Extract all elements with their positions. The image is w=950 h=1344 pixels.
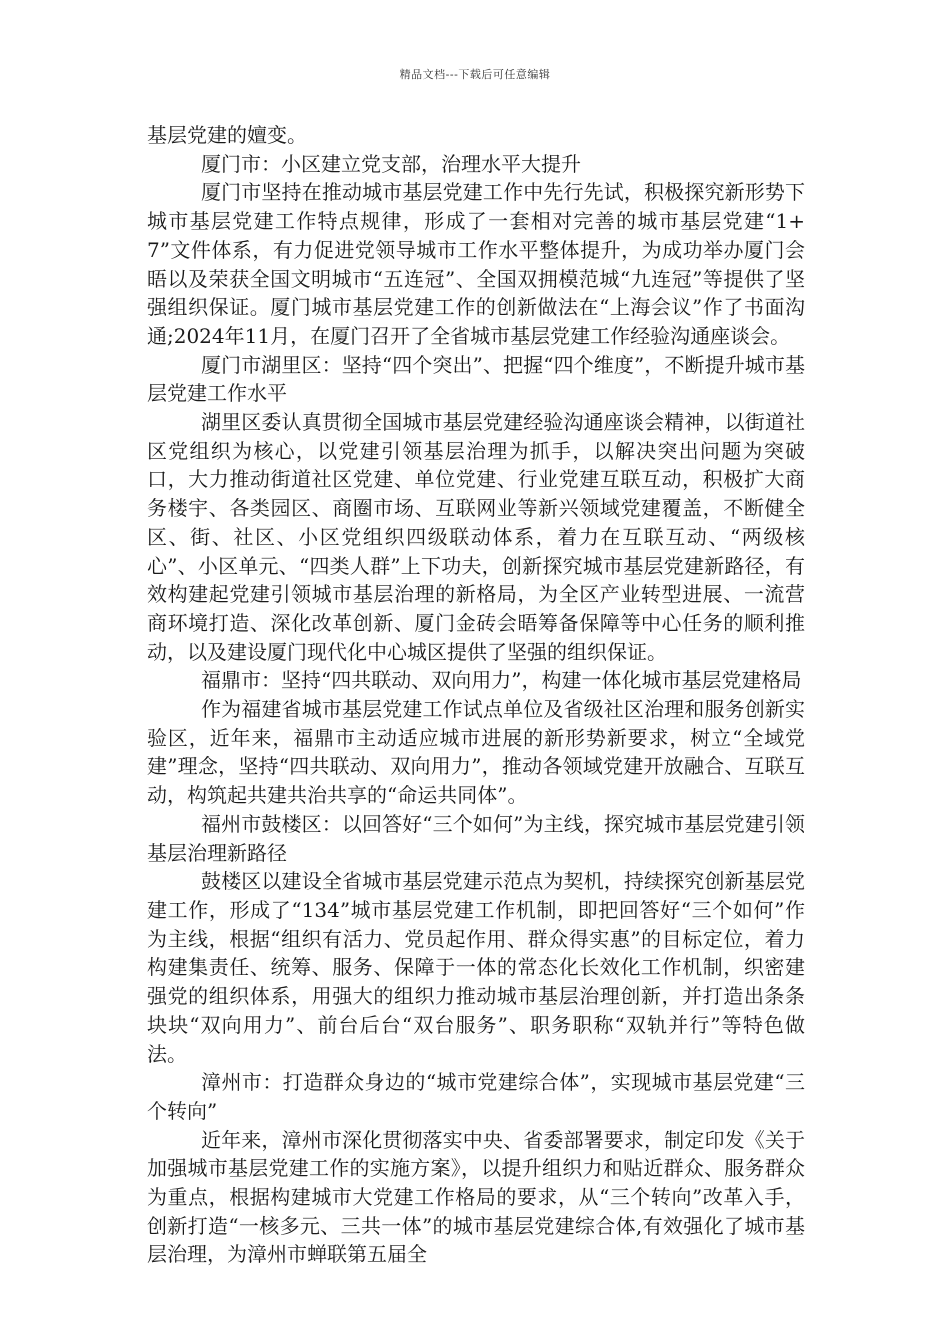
document-body <box>147 121 805 1269</box>
section-heading-huli: 厦门市湖里区：坚持“四个突出”、把握“四个维度”，不断提升城市基层党建工作水平 <box>147 352 805 406</box>
section-heading-gulou: 福州市鼓楼区：以回答好“三个如何”为主线，探究城市基层党建引领基层治理新路径 <box>147 811 805 865</box>
section-heading-fuding: 福鼎市：坚持“四共联动、双向用力”，构建一体化城市基层党建格局 <box>201 668 802 693</box>
paragraph-zhangzhou: 近年来，漳州市深化贯彻落实中央、省委部署要求，制定印发《关于加强城市基层党建工作的实施方案》，以提升组织力和贴近群众、服务群众为重点，根据构建城市大党建工作格局的要求，从“三个转向”改革入手，创新打造“一核多元、三共一体”的城市基层党建综合体,有效强化了城市基层治理，为漳州市蝉联第五届全 <box>147 1127 805 1267</box>
paragraph-huli: 湖里区委认真贯彻全国城市基层党建经验沟通座谈会精神，以街道社区党组织为核心，以党建引领基层治理为抓手，以解决突出问题为突破口，大力推动街道社区党建、单位党建、行业党建互联互动，积极扩大商务楼宇、各类园区、商圈市场、互联网业等新兴领域党建覆盖，不断健全区、街、社区、小区党组织四级联动体系，着力在互联互动、“两级核心”、小区单元、“四类人群”上下功夫，创新探究城市基层党建新路径，有效构建起党建引领城市基层治理的新格局，为全区产业转型进展、一流营商环境打造、深化改革创新、厦门金砖会晤筹备保障等中心任务的顺利推动，以及建设厦门现代化中心城区提供了坚强的组织保证。 <box>147 410 805 664</box>
section-heading-zhangzhou: 漳州市：打造群众身边的“城市党建综合体”，实现城市基层党建“三个转向” <box>147 1070 805 1123</box>
paragraph-continuation: 基层党建的嬗变。 <box>147 123 307 147</box>
paragraph-gulou: 鼓楼区以建设全省城市基层党建示范点为契机，持续探究创新基层党建工作，形成了“134”城市基层党建工作机制，即把回答好“三个如何”作为主线，根据“组织有活力、党员起作用、群众得实惠”的目标定位，着力构建集责任、统筹、服务、保障于一体的常态化长效化工作机制，织密建强党的组织体系，用强大的组织力推动城市基层治理创新，并打造出条条块块“双向用力”、前台后台“双台服务”、职务职称“双轨并行”等特色做法。 <box>147 869 805 1066</box>
paragraph-xiamen: 厦门市坚持在推动城市基层党建工作中先行先试，积极探究新形势下城市基层党建工作特点规律，形成了一套相对完善的城市基层党建“1+7”文件体系，有力促进党领导城市工作水平整体提升，为成功举办厦门会晤以及荣获全国文明城市“五连冠”、全国双拥模范城“九连冠”等提供了坚强组织保证。厦门城市基层党建工作的创新做法在“上海会议”作了书面沟通;2024年11月，在厦门召开了全省城市基层党建工作经验沟通座谈会。 <box>147 180 805 348</box>
paragraph-fuding: 作为福建省城市基层党建工作试点单位及省级社区治理和服务创新实验区，近年来，福鼎市主动适应城市进展的新形势新要求，树立“全域党建”理念，坚持“四共联动、双向用力”，推动各领域党建开放融合、互联互动，构筑起共建共治共享的“命运共同体”。 <box>147 697 805 808</box>
page-header: 精品文档---下载后可任意编辑 <box>399 68 551 81</box>
section-heading-xiamen: 厦门市：小区建立党支部，治理水平大提升 <box>201 151 581 176</box>
